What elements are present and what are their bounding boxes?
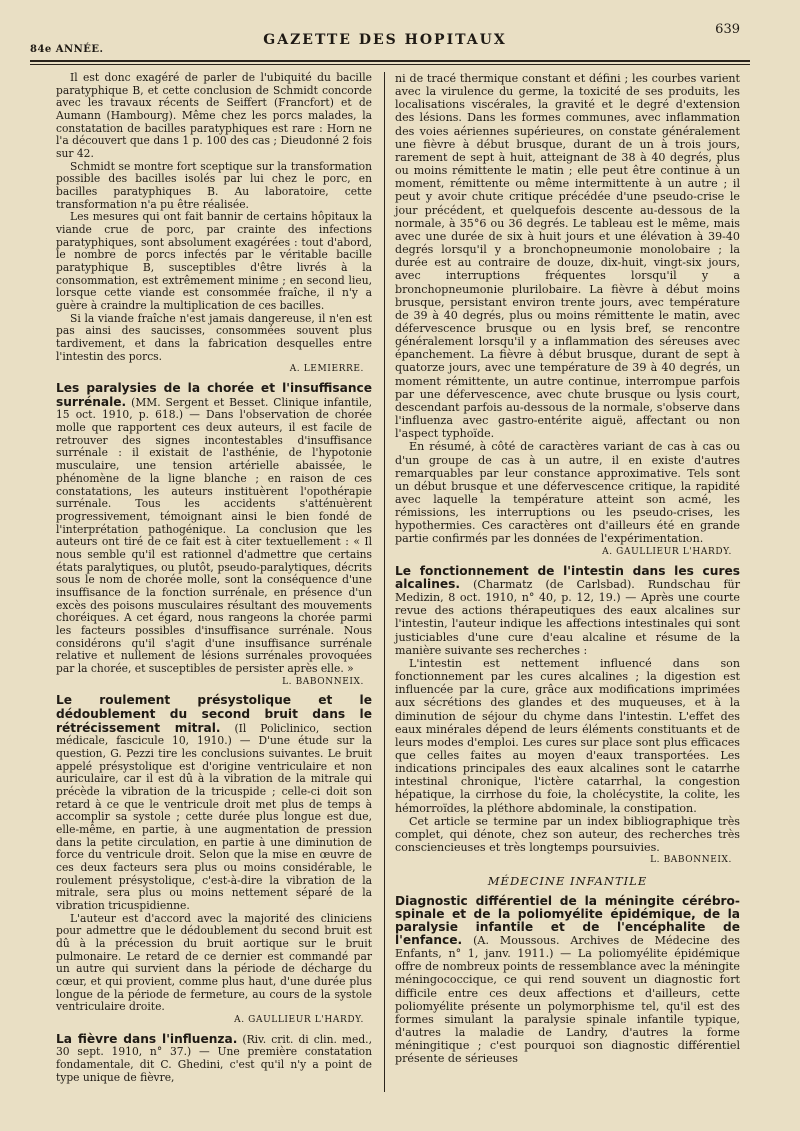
header-rule-thick — [30, 60, 750, 62]
header-rule-thin — [30, 64, 750, 65]
paragraph: Schmidt se montre fort sceptique sur la transformation possible des bacilles isolés par lui chez le porc, en bacilles paratyphiques B. Au laboratoire, cette transformation n'a pu être réalisée. — [56, 159, 372, 211]
paragraph: Les mesures qui ont fait bannir de certains hôpitaux la viande crue de porc, par crainte des infections paratyphiques, sont absolument exagérées : tout d'abord, le nombre de porcs infectés par le véritable bacille paratyphique B, susceptibles d'être livrés à la consommation, est extrêmement minime ; en second lieu, lorsque cette viande est consommée fraîche, il n'y a guère à craindre la multiplication de ces bacilles. — [56, 210, 372, 313]
paragraph: Si la viande fraîche n'est jamais dangereuse, il n'en est pas ainsi des saucisses, consommées souvent plus tardivement, et dans la fabrication desquelles entre l'intestin des porcs. — [56, 311, 372, 363]
article-title: Le roulement présystolique et le dédoublement du second bruit dans le rétrécissement mitral. — [56, 693, 372, 735]
year-label: 84e ANNÉE. — [30, 44, 104, 55]
section-heading: MÉDECINE INFANTILE — [487, 874, 648, 889]
right-column — [395, 72, 740, 1066]
paragraph: Il est donc exagéré de parler de l'ubiquité du bacille paratyphique B, et cette conclusion de Schmidt concorde avec les travaux récents de Seiffert (Francfort) et de Aumann (Hambourg). Même chez les porcs malades, la constatation de bacilles paratyphiques est rare : Horn ne l'a découvert que dans 1 p. 100 des cas ; Dieudonné 2 fois sur 42. — [56, 71, 372, 161]
paragraph: Cet article se termine par un index bibliographique très complet, qui dénote, chez son auteur, des recherches très consciencieuses et très longtemps poursuivies. — [395, 814, 740, 855]
article-title: Le fonctionnement de l'intestin dans les cures alcalines. — [395, 563, 740, 591]
article-intro — [56, 1033, 372, 1085]
author-signature: A. LEMIERRE. — [289, 364, 364, 375]
author-signature: A. GAULLIEUR L'HARDY. — [234, 1015, 364, 1026]
paragraph: En résumé, à côté de caractères variant de cas à cas ou d'un groupe de cas à un autre, il en existe d'autres remarquables par leur constance approximative. Tels sont un début brusque et une défervescence critique, la rapidité avec laquelle la température atteint son acmé, les rémissions, les interruptions ou les pseudo-crises, les hypothermies. Ces caractères ont d'ailleurs été en grande partie confirmés par les données de l'expérimentation. — [395, 440, 740, 546]
paragraph: ni de tracé thermique constant et défini ; les courbes varient avec la virulence du germe, la toxicité de ses produits, les localisations viscérales, la gravité et le degré d'extension des lésions. Dans les formes communes, avec inflammation des voies aériennes supérieures, on constate généralement une fièvre à début brusque, durant de un à trois jours, rarement de sept à huit, atteignant de 38 à 40 degrés, plus ou moins rémittente le matin ; elle peut être continue à un moment, rémittente ou même intermittente à un autre ; il peut y avoir chute critique précédée d'une pseudo-crise le jour précédent, et quelquefois descente au-dessous de la normale, à 35°6 ou 36 degrés. Le tableau est le même, mais avec une durée de six à huit jours et une élévation à 39-40 degrés lorsqu'il y a bronchopneumonie monolobaire ; la durée est au contraire de douze, dix-huit, vingt-six jours, avec interruptions fréquentes lorsqu'il y a bronchopneumonie plurilobaire. La fièvre à début moins brusque, persistant environ trente jours, avec température de 39 à 40 degrés, plus ou moins rémittente le matin, avec défervescence brusque ou en lysis bref, se rencontre généralement lorsqu'il y a inflammation des séreuses avec épanchement. La fièvre à début brusque, durant de sept à quatorze jours, avec une température de 39 à 40 degrés, un moment rémittente, un autre continue, interrompue parfois par une défervescence, avec chute brusque ou lysis court, descendant parfois au-dessous de la normale, s'observe dans l'influenza avec gastro-entérite aiguë, affectant ou non l'aspect typhoïde. — [395, 72, 740, 441]
article-reference: (Riv. crit. di clin. med., 30 sept. 1910, n° 37.) — [56, 1032, 372, 1059]
article-intro — [395, 895, 740, 1066]
article-title: Les paralysies de la chorée et l'insuffisance surrénale. — [56, 381, 372, 409]
article-body: — D'une étude sur la question, G. Pezzi tire les conclusions suivantes. Le bruit appelé présystolique est d'origine ventriculaire et non auriculaire, car il est dû à la vibration de la mitrale qui précède la vibration de la tricuspide ; celle-ci doit son retard à ce que le ventricule droit met plus de temps à accomplir sa systole ; cette durée plus longue est due, elle-même, en partie, à une augmentation de pression dans la petite circulation, en partie à une diminution de force du ventricule droit. Selon que la mise en œuvre de ces deux facteurs sera plus ou moins considérable, le roulement présystolique, c'est-à-dire la vibration de la mitrale, sera plus ou moins nettement séparé de la vibration tricuspidienne. — [56, 734, 372, 912]
article-reference: (Il Policlinico, section médicale, fascicule 10, 1910.) — [56, 721, 372, 748]
article-body: — Dans l'observation de chorée molle que rapportent ces deux auteurs, il est facile de retrouver des signes incontestables d'insuffisance surrénale : il existait de l'asthénie, de l'hypotonie musculaire, une tension artérielle abaissée, le phénomène de la ligne blanche ; en raison de ces constatations, les auteurs instituèrent l'opothérapie surrénale. Tous les accidents s'atténuèrent progressivement, témoignant ainsi le bien fondé de l'interprétation pathogénique. La conclusion que les auteurs ont tiré de ce fait est à citer textuellement : « Il nous semble qu'il est rationnel d'admettre que certains états paralytiques, ou plutôt, pseudo-paralytiques, décrits sous le nom de chorée molle, sont la conséquence d'une insuffisance de la fonction surrénale, en présence d'un excès des poisons musculaires résultant des mouvements choréiques. A cet égard, nous rangeons la chorée parmi les facteurs possibles d'insuffisance surrénale. Nous considérons qu'il s'agit d'une insuffisance surrénale relative et nullement de lésions surrénales provoquées par la chorée, et susceptibles de persister après elle. » — [56, 408, 372, 675]
article-reference: (MM. Sergent et Besset. Clinique infantile, 15 oct. 1910, p. 618.) — [56, 395, 372, 422]
journal-title: GAZETTE DES HOPITAUX — [263, 32, 507, 48]
article-title: La fièvre dans l'influenza. — [56, 1031, 238, 1046]
article-intro — [56, 694, 372, 912]
article-reference: (A. Moussous. Archives de Médecine des Enfants, n° 1, janv. 1911.) — [395, 934, 740, 961]
article-reference: (Charmatz (de Carlsbad). Rundschau für Medizin, 8 oct. 1910, n° 40, p. 12, 19.) — [395, 577, 740, 605]
article-title: Diagnostic différentiel de la méningite cérébro-spinale et de la poliomyélite épidémique, de la paralysie infantile et de l'encéphalite de l'enfance. — [395, 893, 740, 947]
article-intro — [395, 565, 740, 657]
paragraph: L'intestin est nettement influencé dans son fonctionnement par les cures alcalines ; la digestion est influencée par la cure, grâce aux modifications imprimées aux sécrétions des glandes et des muqueuses, et à la diminution de séjour du chyme dans l'intestin. L'effet des eaux minérales dépend de leurs éléments constituants et de leurs modes d'emploi. Les cures sur place sont plus efficaces que celles faites au moyen d'eaux transportées. Les indications principales des eaux alcalines sont le catarrhe intestinal chronique, l'ictère catarrhal, la congestion hépatique, la cirrhose du foie, la cholécystite, la colite, les hémorroïdes, la pléthore abdominale, la constipation. — [395, 656, 740, 815]
page-number: 639 — [715, 22, 740, 37]
article-body: — La poliomyélite épidémique offre de nombreux points de ressemblance avec la méningite méningococcique, ce qui rend souvent un diagnostic fort difficile entre ces deux affections et d'ailleurs, cette poliomyélite présente un polymorphisme tel, qu'il est des formes simulant la paralysie spinale infantile typique, d'autres la maladie de Landry, d'autres la forme méningitique ; c'est pourquoi son diagnostic différentiel présente de sérieuses — [395, 947, 741, 1066]
column-divider — [384, 72, 385, 1092]
paragraph: L'auteur est d'accord avec la majorité des cliniciens pour admettre que le dédoublement du second bruit est dû à la précession du bruit aortique sur le bruit pulmonaire. Le retard de ce dernier est commandé par un autre qui survient dans la période de décharge du cœur, et qui provient, comme plus haut, d'une durée plus longue de la période de fermeture, au cours de la systole ventriculaire droite. — [56, 911, 372, 1014]
article-intro — [56, 382, 372, 675]
author-signature: L. BABONNEIX. — [650, 855, 732, 866]
page-header — [30, 22, 740, 62]
left-column — [56, 72, 372, 1084]
article-body: — Une première constatation fondamentale, dit C. Ghedini, c'est qu'il n'y a point de type unique de fièvre, — [56, 1045, 372, 1084]
article-body: — Après une courte revue des actions thérapeutiques des eaux alcalines sur l'intestin, l'auteur indique les affections intestinales qui sont justiciables d'une cure d'eau alcaline et résume de la manière suivante ses recherches : — [395, 591, 740, 657]
author-signature: A. GAULLIEUR L'HARDY. — [602, 546, 732, 557]
author-signature: L. BABONNEIX. — [282, 676, 364, 687]
